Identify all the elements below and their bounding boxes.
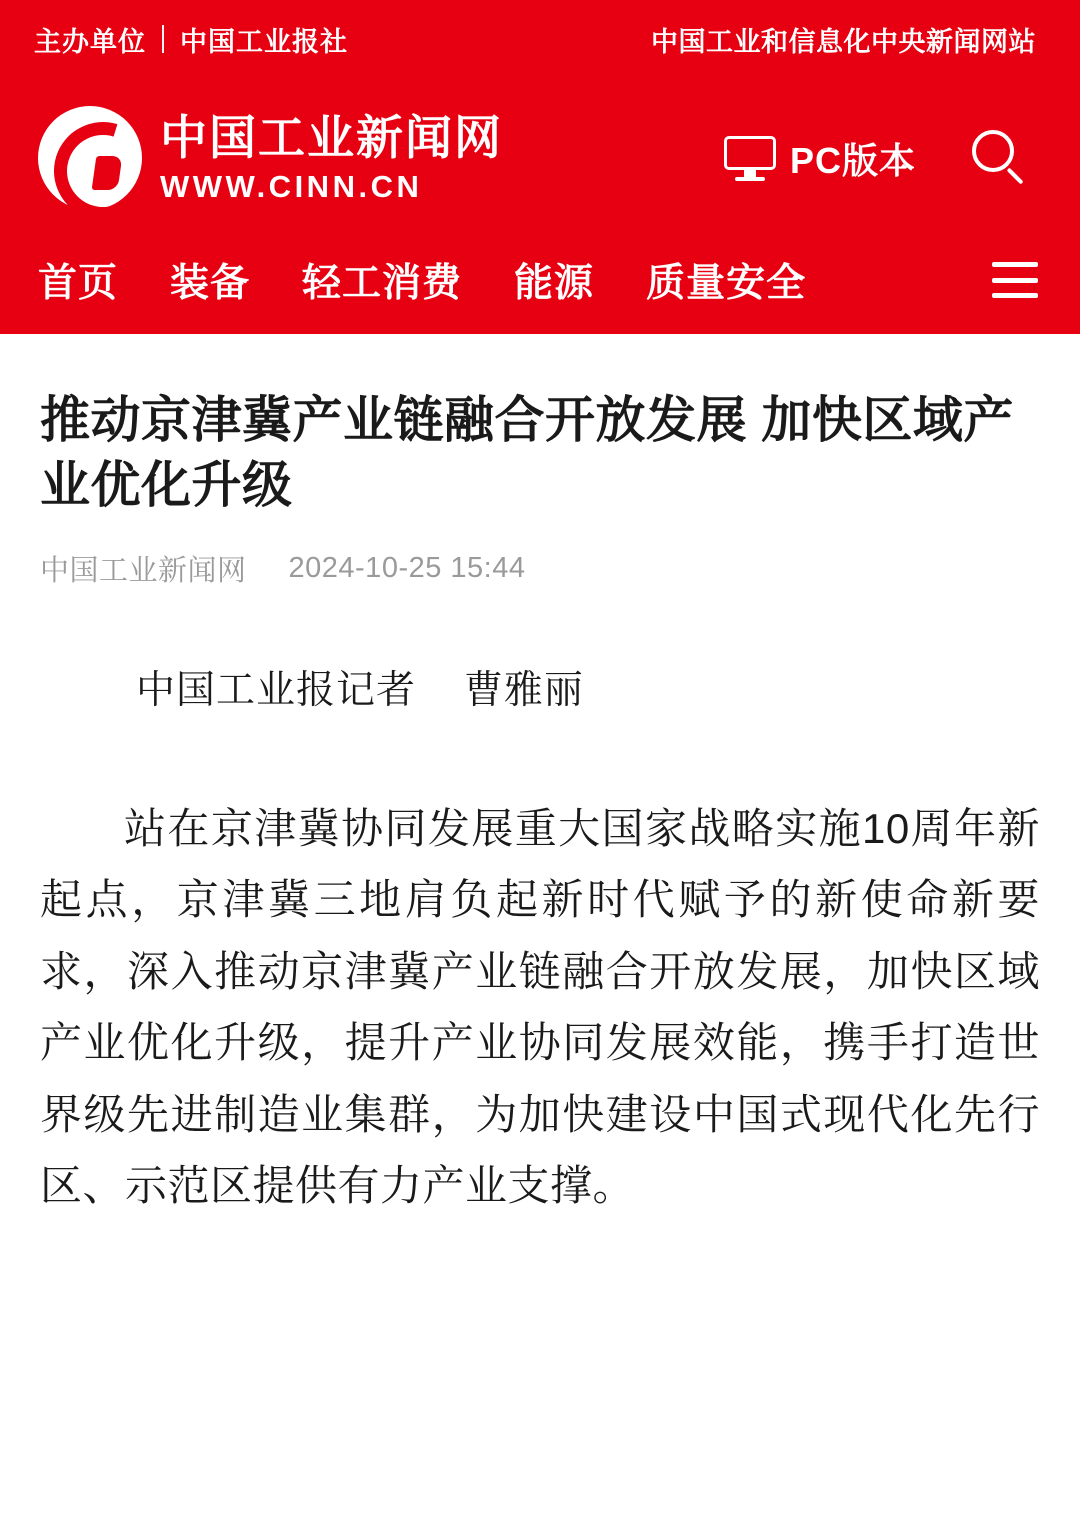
- vertical-divider: [162, 25, 164, 53]
- page-title: 推动京津冀产业链融合开放发展 加快区域产业优化升级: [40, 392, 1014, 513]
- search-icon[interactable]: [972, 130, 1028, 186]
- pc-version-label: PC版本: [789, 139, 916, 181]
- cinn-logo-icon: [38, 106, 142, 210]
- byline-outlet: 中国工业报记者: [136, 669, 417, 712]
- pc-version-button[interactable]: [724, 133, 916, 184]
- sponsor-label: 主办单位: [34, 26, 146, 57]
- nav-item-home[interactable]: 首页: [38, 262, 119, 305]
- site-url: WWW.CINN.CN: [160, 168, 423, 204]
- byline-author: 曹雅丽: [463, 669, 584, 712]
- site-header: [0, 78, 1080, 238]
- site-tagline: 中国工业和信息化中央新闻网站: [651, 26, 1036, 57]
- logo-text-block: [160, 110, 503, 204]
- site-logo[interactable]: [38, 106, 503, 210]
- main-navigation: [0, 238, 1080, 334]
- monitor-icon: [724, 136, 776, 180]
- top-info-bar: [0, 0, 1080, 78]
- sponsor-name: 中国工业报社: [180, 26, 348, 57]
- nav-item-quality-safety[interactable]: 质量安全: [646, 262, 807, 305]
- nav-item-light-industry[interactable]: 轻工消费: [302, 262, 463, 305]
- nav-item-equipment[interactable]: 装备: [170, 262, 251, 305]
- sponsor-block: [34, 20, 348, 59]
- article-timestamp: 2024-10-25 15:44: [288, 552, 526, 584]
- article-meta: [40, 548, 1040, 589]
- article-container: [0, 334, 1080, 1221]
- site-title: 中国工业新闻网: [160, 110, 503, 164]
- header-actions: [724, 130, 1042, 186]
- article-byline: [40, 659, 1040, 715]
- article-paragraph: 站在京津冀协同发展重大国家战略实施10周年新起点，京津冀三地肩负起新时代赋予的新使命新要求，深入推动京津冀产业链融合开放发展，加快区域产业优化升级，提升产业协同发展效能，携手打造世界级先进制造业集群，为加快建设中国式现代化先行区、示范区提供有力产业支撑。: [40, 805, 1040, 1209]
- nav-item-energy[interactable]: 能源: [514, 262, 595, 305]
- hamburger-menu-icon[interactable]: [992, 262, 1042, 298]
- article-source: 中国工业新闻网: [40, 555, 247, 587]
